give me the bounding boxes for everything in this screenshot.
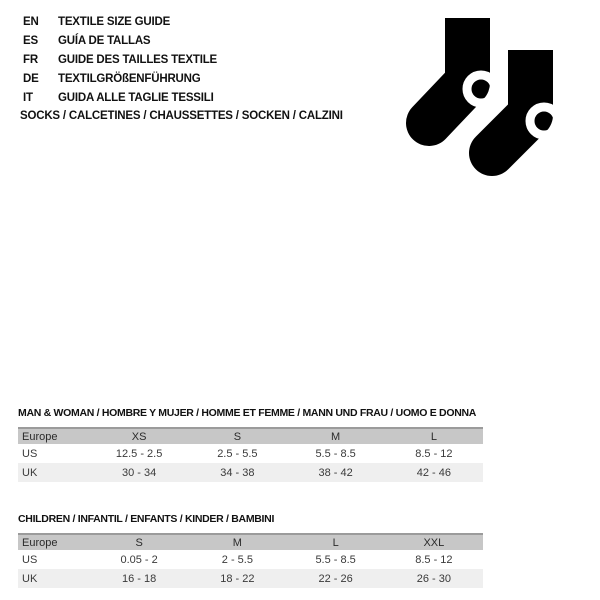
row-label: UK bbox=[22, 466, 38, 479]
table-title: MAN & WOMAN / HOMBRE Y MUJER / HOMME ET FEMME / MANN UND FRAU / UOMO E DONNA bbox=[18, 407, 477, 419]
language-label: TEXTILE SIZE GUIDE bbox=[58, 16, 171, 28]
category-title: SOCKS / CALCETINES / CHAUSSETTES / SOCKEN / CALZINI bbox=[20, 110, 343, 122]
language-row-fr bbox=[23, 51, 217, 70]
table-cell: 8.5 - 12 bbox=[415, 553, 453, 566]
row-label: US bbox=[22, 553, 38, 566]
size-table bbox=[18, 427, 483, 482]
table-cell: 5.5 - 8.5 bbox=[315, 447, 356, 460]
table-row-uk bbox=[18, 569, 483, 588]
language-code: IT bbox=[23, 92, 33, 104]
table-cell: 18 - 22 bbox=[220, 572, 255, 585]
language-label: GUÍA DE TALLAS bbox=[58, 35, 151, 47]
language-code: ES bbox=[23, 35, 38, 47]
language-label: GUIDA ALLE TAGLIE TESSILI bbox=[58, 92, 214, 104]
column-header-size: XS bbox=[131, 430, 147, 443]
language-code: EN bbox=[23, 16, 39, 28]
table-cell: 22 - 26 bbox=[318, 572, 353, 585]
sock-right-icon bbox=[492, 50, 558, 153]
table-row-us bbox=[18, 444, 483, 463]
table-cell: 8.5 - 12 bbox=[415, 447, 453, 460]
column-header-size: L bbox=[332, 536, 339, 549]
table-cell: 26 - 30 bbox=[416, 572, 451, 585]
language-row-de bbox=[23, 70, 217, 89]
size-table bbox=[18, 533, 483, 588]
row-label: US bbox=[22, 447, 38, 460]
table-cell: 38 - 42 bbox=[318, 466, 353, 479]
language-code: FR bbox=[23, 54, 38, 66]
language-row-es bbox=[23, 32, 217, 51]
column-header-region: Europe bbox=[22, 536, 58, 549]
column-header-size: M bbox=[331, 430, 341, 443]
language-label: GUIDE DES TAILLES TEXTILE bbox=[58, 54, 217, 66]
column-header-size: XXL bbox=[423, 536, 445, 549]
table-row-uk bbox=[18, 463, 483, 482]
language-label: TEXTILGRÖßENFÜHRUNG bbox=[58, 73, 201, 85]
table-row-us bbox=[18, 550, 483, 569]
sock-left-icon bbox=[429, 18, 495, 123]
table-cell: 34 - 38 bbox=[220, 466, 255, 479]
table-cell: 12.5 - 2.5 bbox=[115, 447, 163, 460]
column-header-size: S bbox=[135, 536, 143, 549]
table-cell: 2 - 5.5 bbox=[221, 553, 253, 566]
size-table-children bbox=[18, 512, 483, 588]
table-cell: 16 - 18 bbox=[122, 572, 157, 585]
column-header-size: S bbox=[233, 430, 242, 443]
table-cell: 42 - 46 bbox=[416, 466, 451, 479]
table-cell: 5.5 - 8.5 bbox=[315, 553, 356, 566]
column-header-size: L bbox=[430, 430, 437, 443]
table-cell: 0.05 - 2 bbox=[120, 553, 158, 566]
table-title: CHILDREN / INFANTIL / ENFANTS / KINDER / BAMBINI bbox=[18, 513, 275, 525]
language-code: DE bbox=[23, 73, 39, 85]
size-table-man-woman bbox=[18, 406, 483, 482]
table-header-row bbox=[18, 428, 483, 444]
language-row-en bbox=[23, 13, 217, 32]
socks-icon bbox=[400, 8, 580, 186]
row-label: UK bbox=[22, 572, 38, 585]
table-header-row bbox=[18, 534, 483, 550]
column-header-region: Europe bbox=[22, 430, 58, 443]
table-cell: 30 - 34 bbox=[122, 466, 157, 479]
language-list bbox=[23, 13, 217, 108]
table-cell: 2.5 - 5.5 bbox=[217, 447, 258, 460]
column-header-size: M bbox=[232, 536, 242, 549]
language-row-it bbox=[23, 89, 217, 108]
